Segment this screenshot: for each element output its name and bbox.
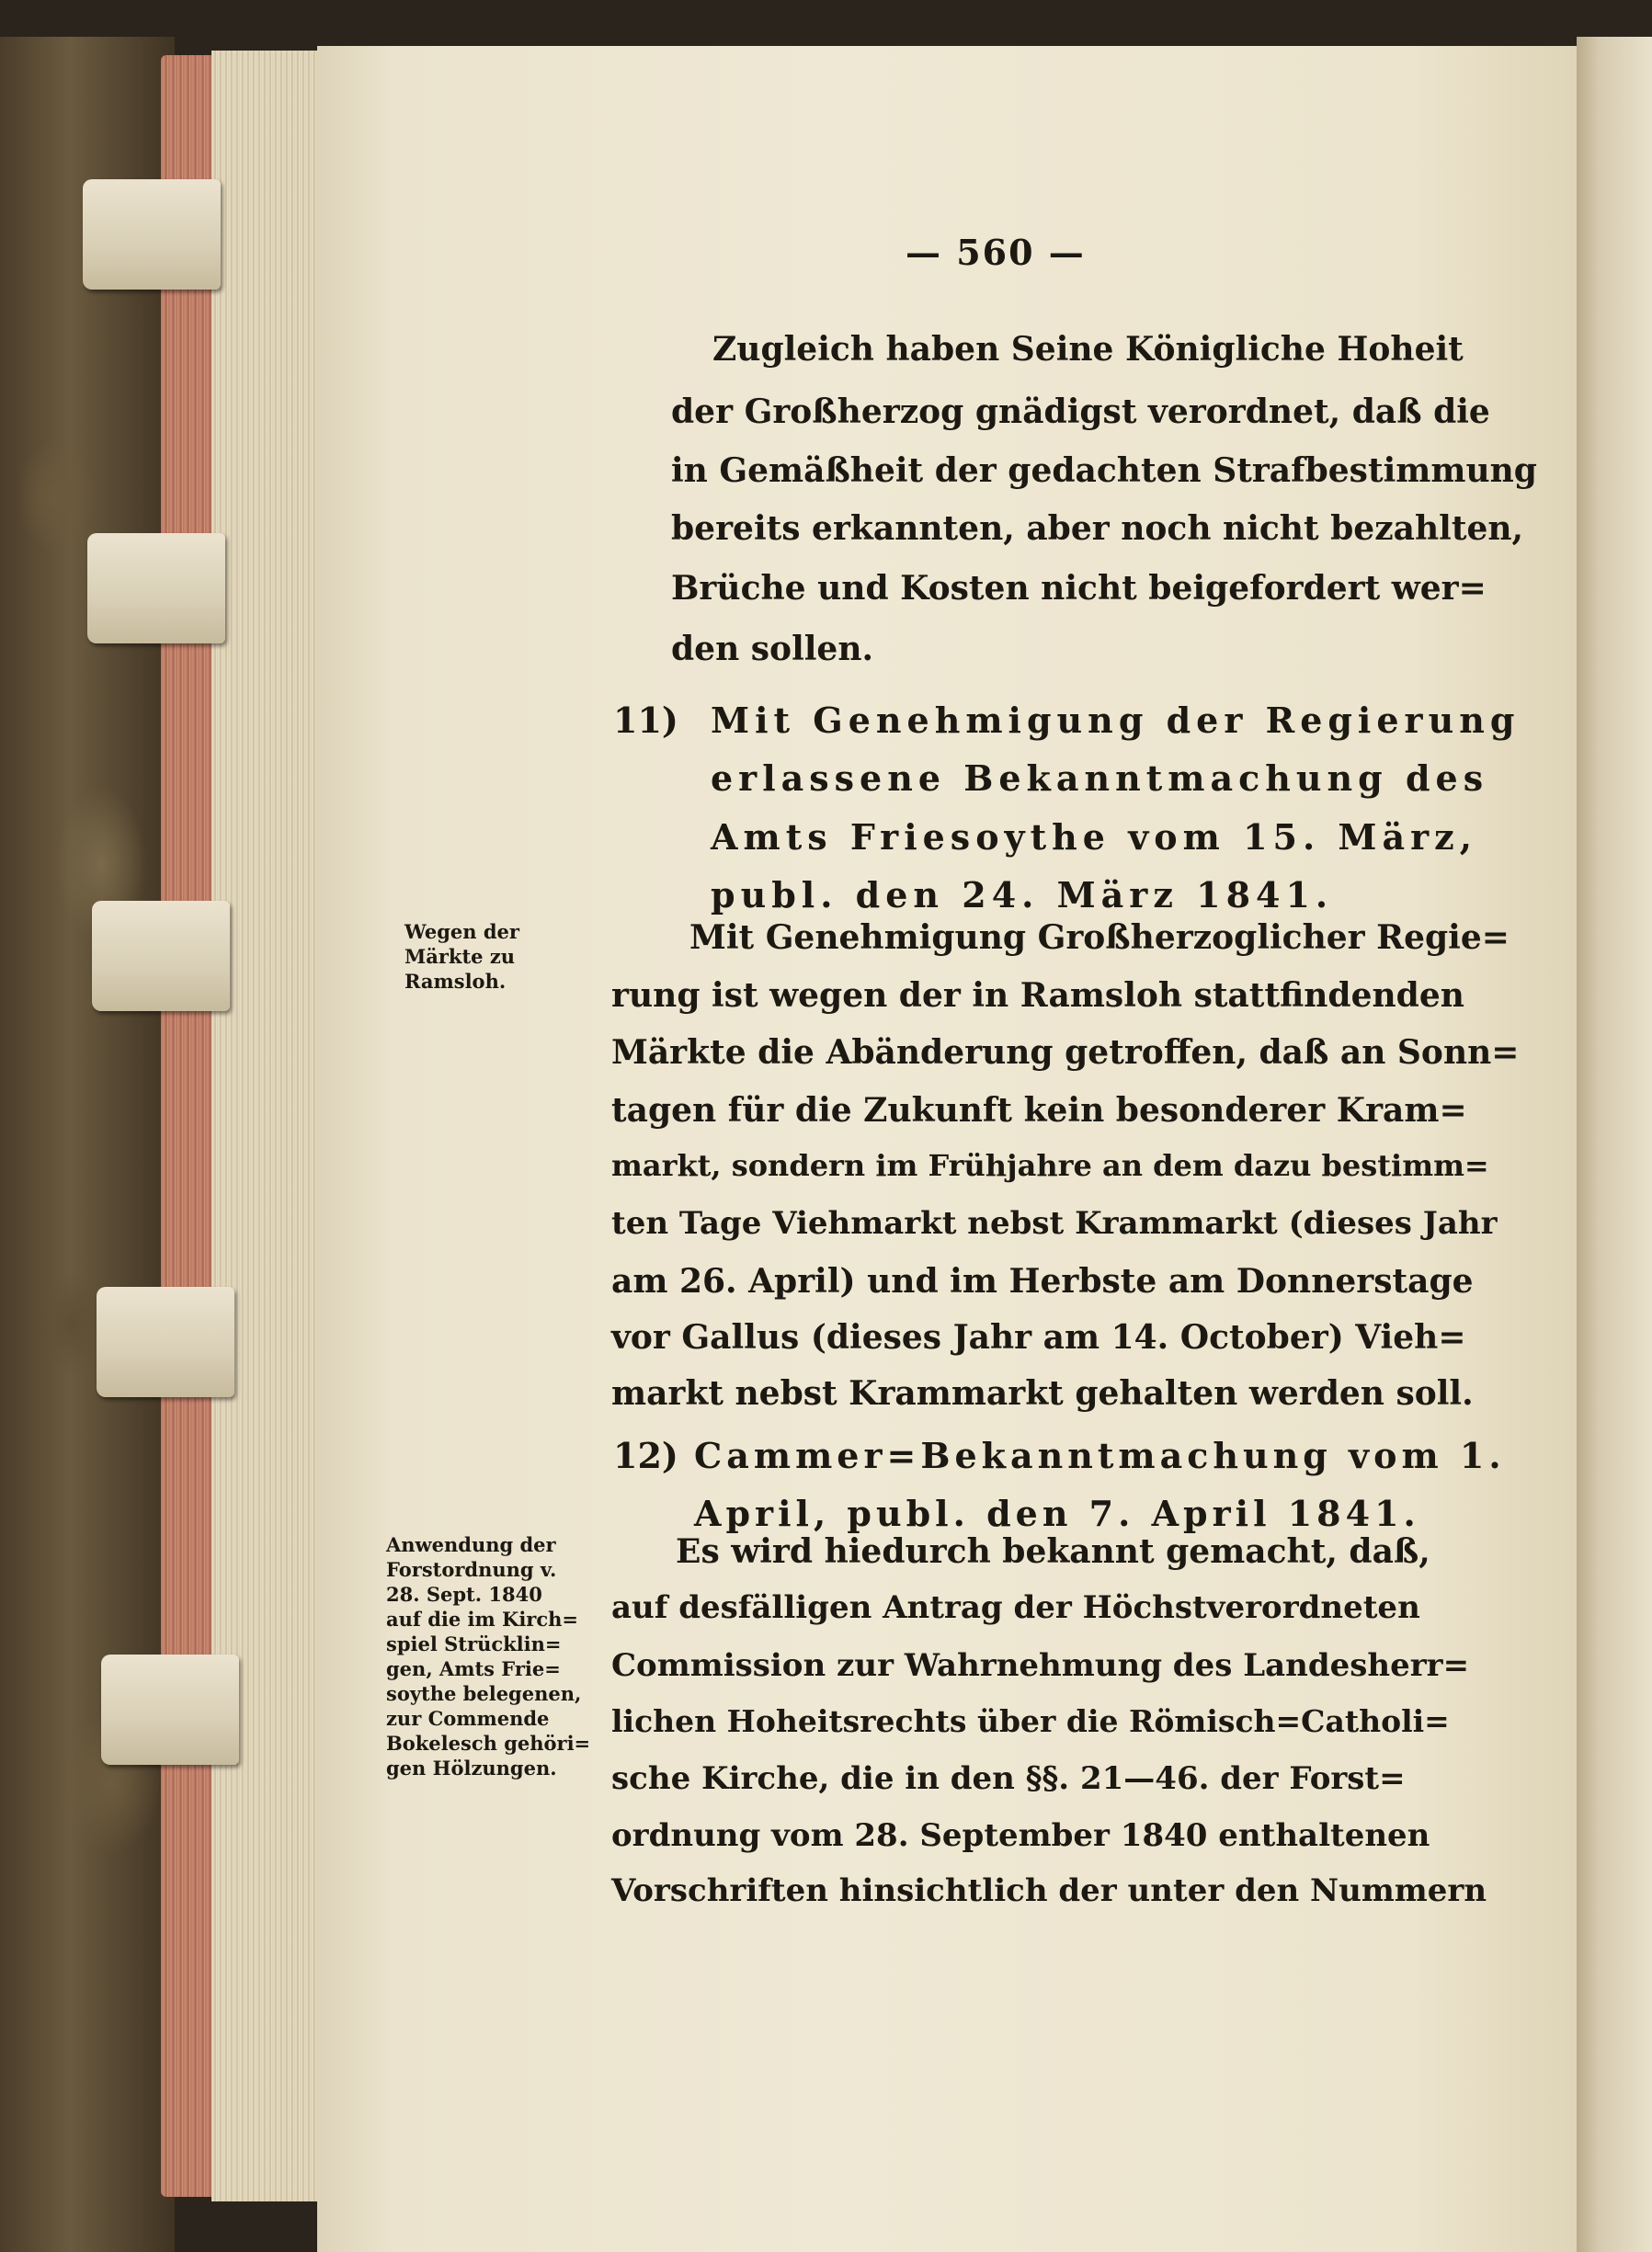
margin-note-line: Forstordnung v. [386,1558,557,1581]
bookmark-tab [87,533,225,643]
paragraph-line: Brüche und Kosten nicht beigefordert wer= [671,569,1487,608]
section-number: 12) [613,1435,678,1476]
margin-note-line: spiel Strücklin= [386,1632,562,1655]
paragraph-line: bereits erkannten, aber noch nicht bezahlten, [671,509,1524,548]
paragraph-line: sche Kirche, die in den §§. 21—46. der Forst= [611,1760,1406,1797]
section-heading-line: Cammer=Bekanntmachung vom 1. [694,1435,1506,1476]
paragraph-line: der Großherzog gnädigst verordnet, daß die [671,392,1490,431]
paragraph-line: markt, sondern im Frühjahre an dem dazu bestimm= [611,1148,1489,1183]
bookmark-tab [83,179,221,290]
margin-note-line: soythe belegenen, [386,1682,582,1705]
margin-note-line: gen, Amts Frie= [386,1657,561,1680]
page-number: — 560 — [906,232,1086,273]
paragraph-line: vor Gallus (dieses Jahr am 14. October) Vieh= [611,1318,1466,1357]
section-heading-line: Amts Friesoythe vom 15. März, [711,816,1477,858]
margin-note-line: Ramsloh. [404,970,507,993]
paragraph-line: lichen Hoheitsrechts über die Römisch=Catholi= [611,1703,1450,1739]
margin-note-line: gen Hölzungen. [386,1757,557,1780]
paragraph-line: Mit Genehmigung Großherzoglicher Regie= [689,918,1510,957]
paragraph-line: rung ist wegen der in Ramsloh stattfindenden [611,976,1464,1015]
book-gutter [1577,37,1652,2252]
section-heading-line: Mit Genehmigung der Regierung [711,699,1521,741]
margin-note-line: Märkte zu [404,945,516,968]
paragraph-line: Märkte die Abänderung getroffen, daß an Sonn= [611,1033,1520,1072]
section-heading-line: April, publ. den 7. April 1841. [694,1493,1420,1534]
page-stack-edges [211,51,322,2201]
paragraph-line: Es wird hiedurch bekannt gemacht, daß, [676,1532,1430,1571]
paragraph-line: in Gemäßheit der gedachten Strafbestimmung [671,451,1537,490]
paragraph-line: markt nebst Krammarkt gehalten werden soll. [611,1374,1474,1413]
section-heading-line: publ. den 24. März 1841. [711,874,1334,916]
paragraph-line: am 26. April) und im Herbste am Donnerstage [611,1262,1474,1301]
margin-note-line: zur Commende [386,1707,550,1730]
paragraph-line: auf desfälligen Antrag der Höchstverordneten [611,1589,1420,1626]
paragraph-line: Commission zur Wahrnehmung des Landesherr= [611,1647,1470,1684]
paragraph-line: den sollen. [671,630,874,668]
paragraph-line: Zugleich haben Seine Königliche Hoheit [712,330,1464,369]
paragraph-line: ten Tage Viehmarkt nebst Krammarkt (dieses Jahr [611,1205,1498,1242]
section-number: 11) [613,699,678,741]
paragraph-line: tagen für die Zukunft kein besonderer Kram= [611,1091,1467,1130]
margin-note-line: 28. Sept. 1840 [386,1583,542,1606]
paragraph-line: ordnung vom 28. September 1840 enthaltenen [611,1817,1430,1854]
margin-note-line: Anwendung der [386,1533,556,1556]
margin-note-line: auf die im Kirch= [386,1608,579,1631]
bookmark-tab [97,1287,234,1397]
section-heading-line: erlassene Bekanntmachung des [711,757,1489,799]
margin-note-line: Wegen der [404,920,519,943]
bookmark-tab [101,1655,239,1765]
bookmark-tab [92,901,230,1011]
paragraph-line: Vorschriften hinsichtlich der unter den Nummern [611,1872,1487,1909]
margin-note-line: Bokelesch gehöri= [386,1732,591,1755]
book-cover-edge [0,37,175,2252]
